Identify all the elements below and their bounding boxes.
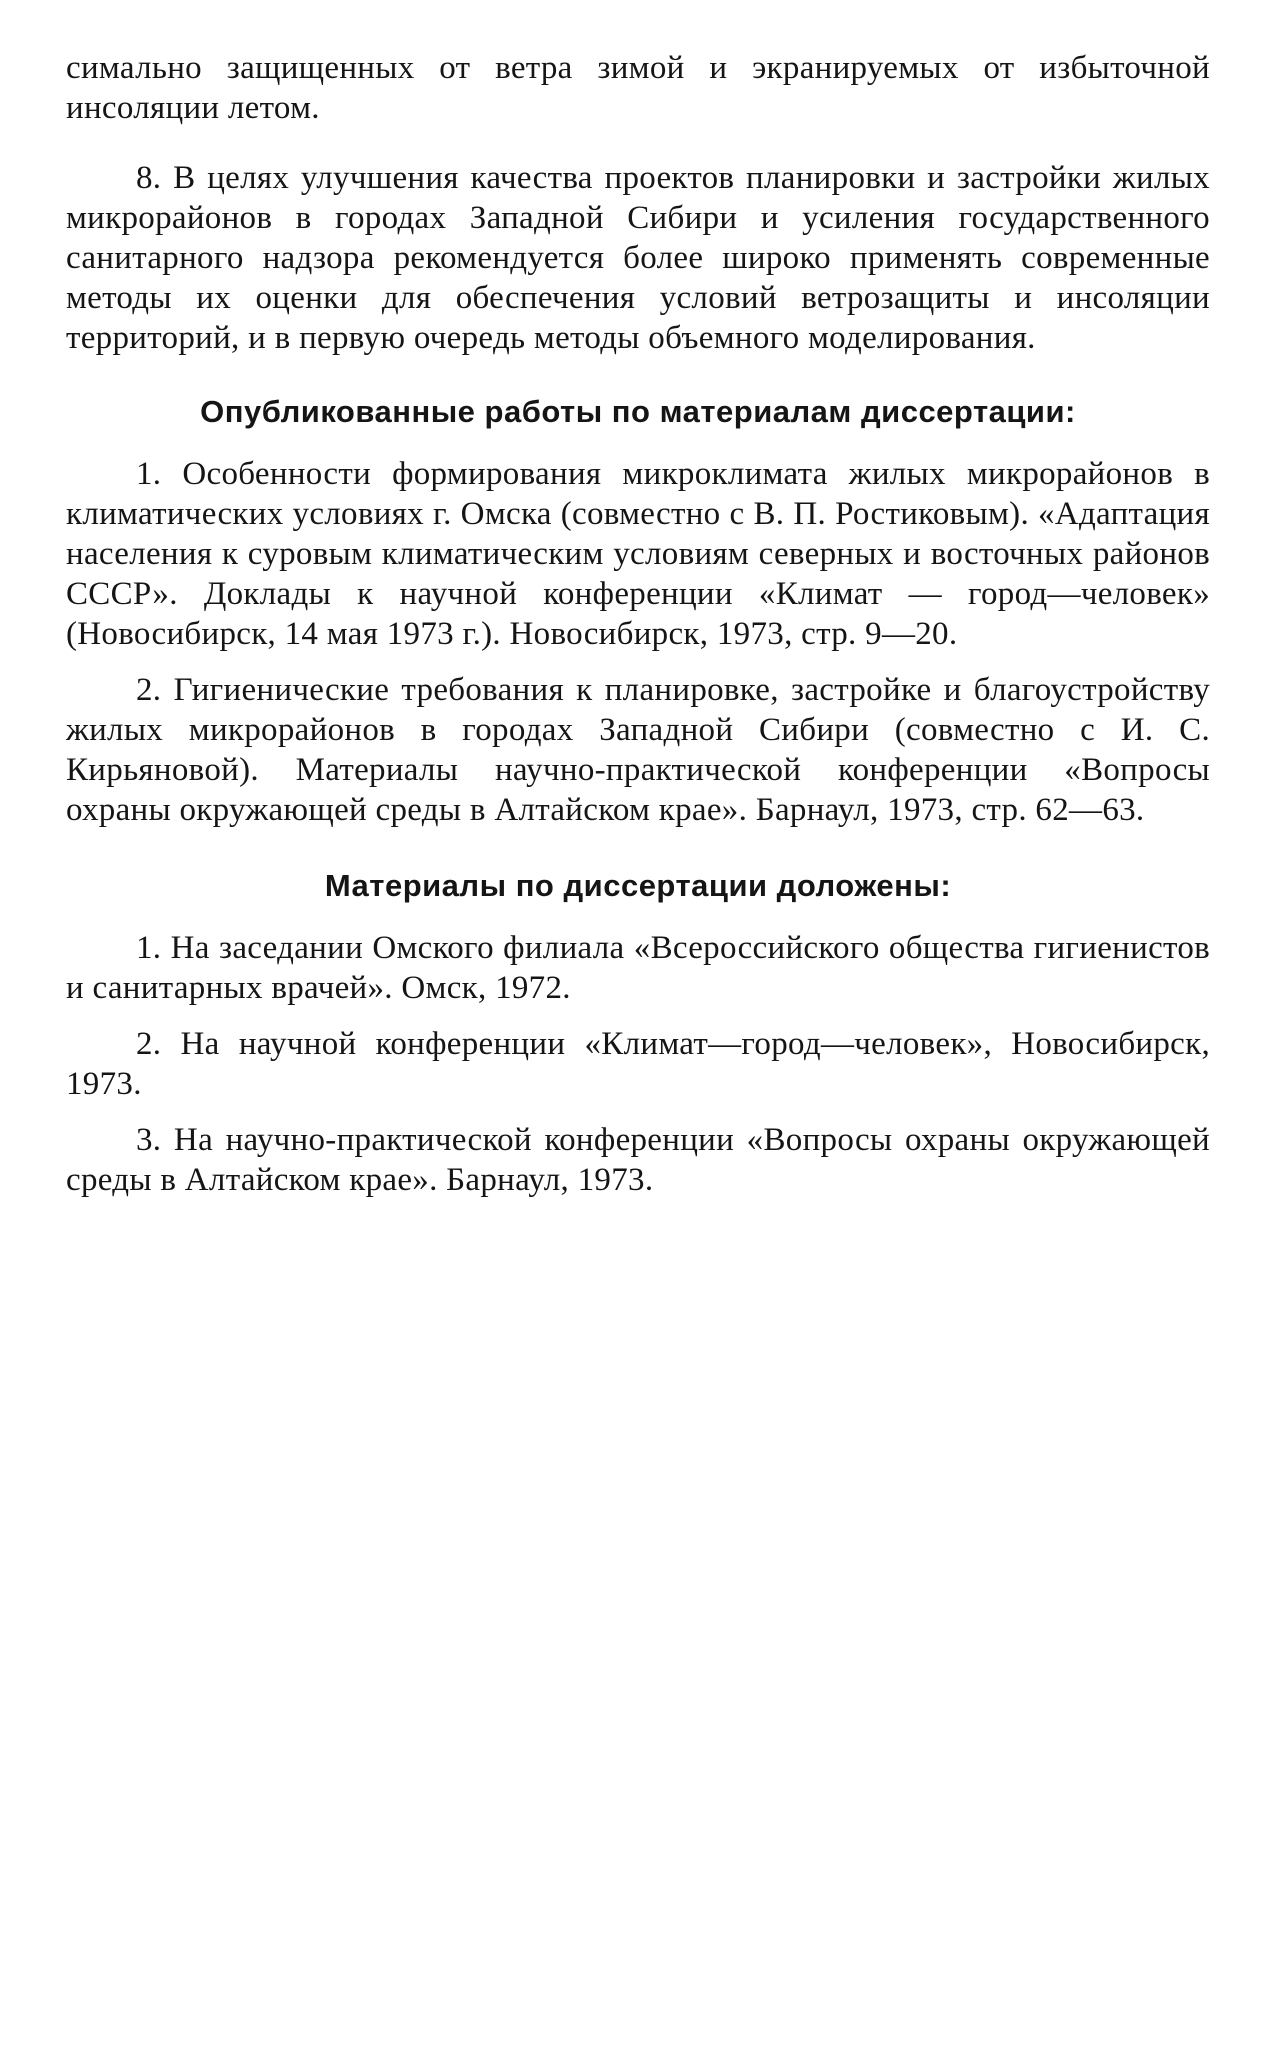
presentation-item-2: 2. На научной конференции «Климат—город—человек», Новосибирск, 1973. <box>66 1026 1210 1102</box>
presentation-item-3: 3. На научно-практической конференции «Вопросы охраны окружающей среды в Алтайском крае». Барнаул, 1973. <box>66 1122 1210 1198</box>
intro-continuation-paragraph: симально защищенных от ветра зимой и экранируемых от избыточной инсоляции летом. <box>66 50 1210 126</box>
publication-item-1: 1. Особенности формирования микроклимата жилых микрорайонов в климатических условиях г. Омска (совместно с В. П. Ростиковым). «Адаптация населения к суровым климатическим условиям северных и восточных районов СССР». Доклады к научной конференции «Климат — город—человек» (Новосибирск, 14 мая 1973 г.). Новосибирск, 1973, стр. 9—20. <box>66 456 1210 652</box>
publications-list <box>66 454 1210 830</box>
recommendation-8-paragraph: 8. В целях улучшения качества проектов планировки и застройки жилых микрорайонов в городах Западной Сибири и усиления государственного санитарного надзора рекомендуется более широко применять современные методы их оценки для обеспечения условий ветрозащиты и инсоляции территорий, и в первую очередь методы объемного моделирования. <box>66 160 1210 356</box>
presentations-heading: Материалы по диссертации доложены: <box>324 868 952 903</box>
publications-heading: Опубликованные работы по материалам диссертации: <box>200 394 1076 429</box>
publication-item-2: 2. Гигиенические требования к планировке, застройке и благоустройству жилых микрорайонов в городах Западной Сибири (совместно с И. С. Кирьяновой). Материалы научно-практической конференции «Вопросы охраны окружающей среды в Алтайском крае». Барнаул, 1973, стр. 62—63. <box>66 672 1210 828</box>
presentations-list <box>66 928 1210 1200</box>
document-page <box>66 48 1210 1200</box>
presentation-item-1: 1. На заседании Омского филиала «Всероссийского общества гигиенистов и санитарных врачей». Омск, 1972. <box>66 930 1210 1006</box>
